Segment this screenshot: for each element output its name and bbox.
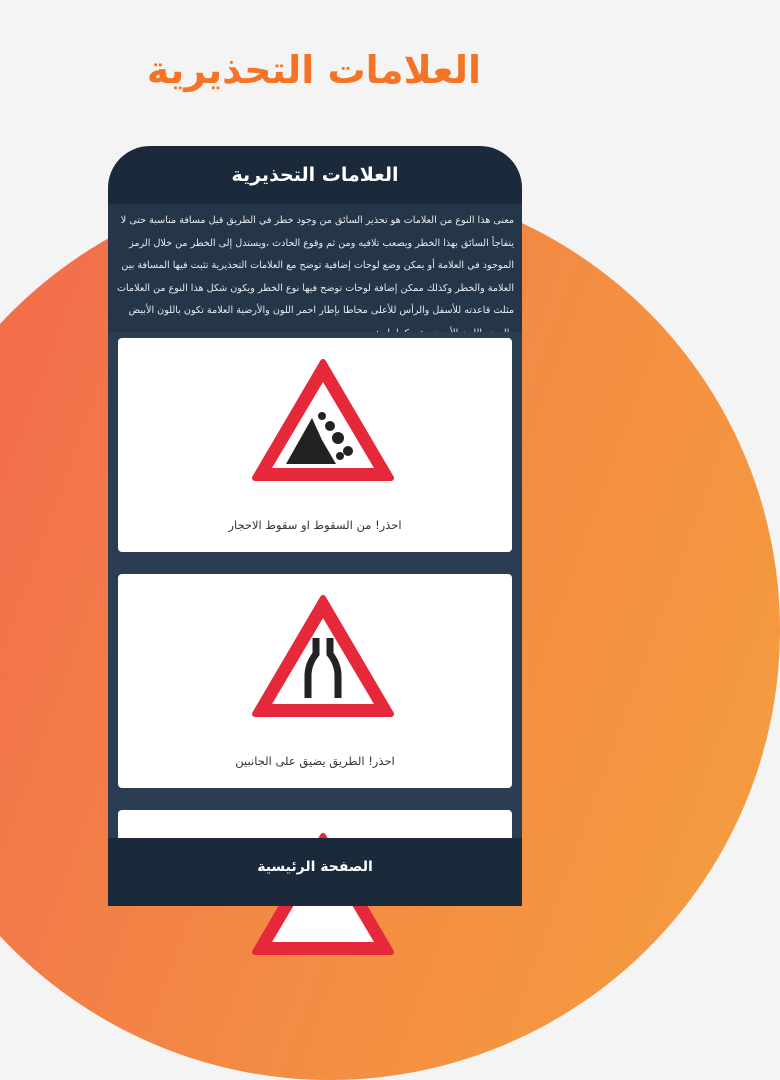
intro-text: معنى هذا النوع من العلامات هو تحذير السائق من وجود خطر في الطريق قبل مسافة مناسبة حتى لا يتفاجأ السائق بهذا الخطر ويصعب تلافيه ومن ثم وقوع الحادث ،ويستدل إلى الخطر من خلال الرمز الموجود في العلامة أو يمكن وضع لوحات إضافية توضح مع العلامات التحذيرية تثبت فيها المسافة بين العلامة والخطر وكذلك ممكن إضافة لوحات توضح فيها نوع الخطر ويكون شكل هذا النوع من العلامات مثلث قاعدته للأسفل والرأس للأعلى محاطا بإطار احمر اللون والأرضية العلامة تكون باللون الأبيض [108,204,522,332]
app-bar [108,146,522,204]
app-bar-title: العلامات التحذيرية [231,164,399,186]
falling-rocks-sign-icon [250,356,396,486]
sign-caption: احذر! من السقوط او سقوط الاحجار [228,518,402,532]
bottom-nav [108,838,522,906]
road-narrows-both-sides-sign-icon [250,592,396,722]
sign-caption: احذر! الطريق يضيق على الجانبين [235,754,395,768]
promo-title: العلامات التحذيرية [146,48,482,92]
phone-frame [108,146,522,906]
sign-card-falling-rocks[interactable] [118,338,512,552]
signs-list[interactable] [108,332,522,838]
sign-card-road-narrows[interactable] [118,574,512,788]
home-button[interactable]: الصفحة الرئيسية [251,858,379,876]
